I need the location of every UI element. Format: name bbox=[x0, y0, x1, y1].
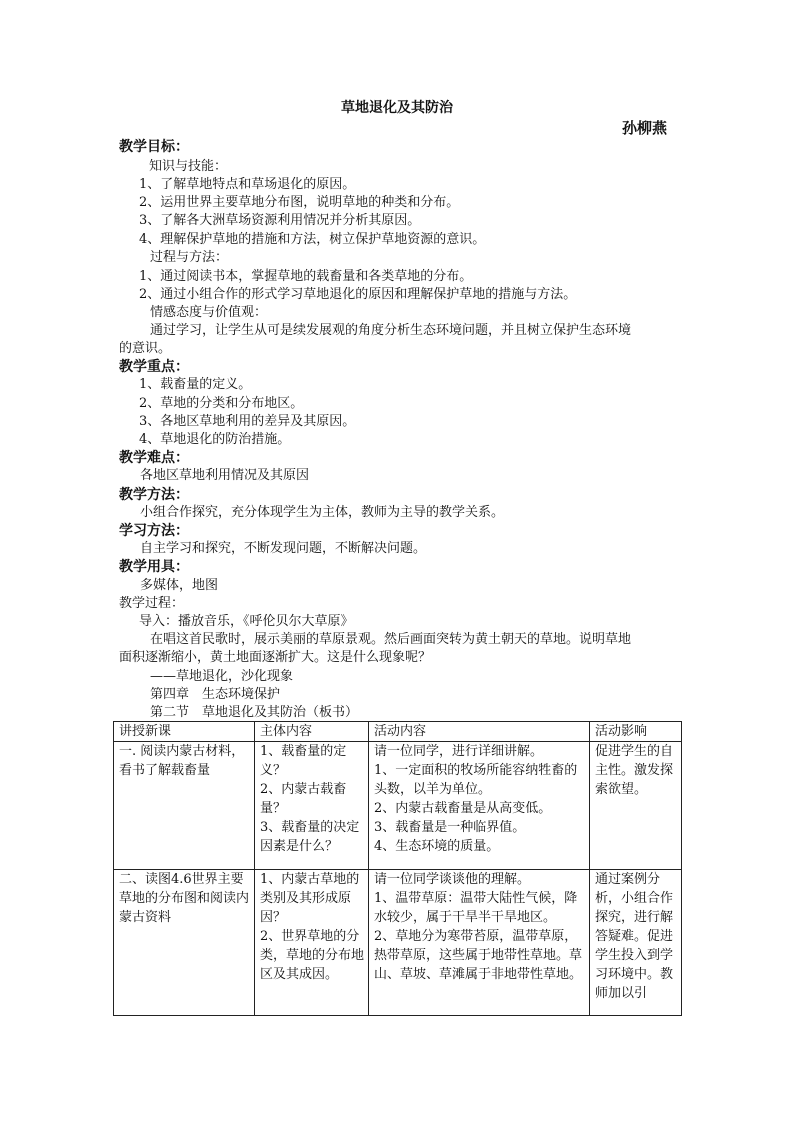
cell-line: 1、一定面积的牧场所能容纳牲畜的头数，以羊为单位。 bbox=[374, 763, 578, 797]
table-cell bbox=[369, 742, 590, 870]
table-header-row bbox=[114, 722, 682, 742]
process-method-heading: 过程与方法： bbox=[150, 250, 229, 265]
difficulty-heading: 教学难点： bbox=[119, 450, 189, 466]
key-points-heading: 教学重点： bbox=[119, 359, 189, 375]
table-row bbox=[114, 870, 682, 1016]
goals-heading: 教学目标： bbox=[119, 139, 189, 155]
section-title: 第二节 草地退化及其防治（板书） bbox=[150, 705, 359, 720]
knowledge-heading: 知识与技能： bbox=[149, 159, 228, 174]
table-cell bbox=[255, 870, 369, 1016]
document-title: 草地退化及其防治 bbox=[341, 100, 453, 116]
emotion-text: 的意识。 bbox=[119, 341, 172, 356]
chapter-title: 第四章 生态环境保护 bbox=[150, 687, 281, 702]
lesson-table bbox=[113, 721, 682, 1016]
table-header-cell: 讲授新课 bbox=[114, 722, 255, 742]
cell-line: 2、内蒙古载畜量是从高变低。 bbox=[374, 801, 552, 816]
table-cell: 二、读图4.6世界主要草地的分布图和阅读内蒙古资料 bbox=[114, 870, 255, 1016]
study-text: 自主学习和探究，不断发现问题，不断解决问题。 bbox=[140, 541, 427, 556]
author-name: 孙柳燕 bbox=[622, 119, 668, 137]
method-text: 小组合作探究，充分体现学生为主体，教师为主导的教学关系。 bbox=[140, 505, 505, 520]
intro-paragraph: 面积逐渐缩小，黄土地面逐渐扩大。这是什么现象呢？ bbox=[119, 650, 432, 665]
cell-line: 请一位同学，进行详细讲解。 bbox=[374, 744, 544, 759]
method-heading: 教学方法： bbox=[119, 487, 189, 503]
cell-line: 3、载畜量的决定因素是什么？ bbox=[260, 820, 360, 854]
table-cell bbox=[255, 742, 369, 870]
key-point-item: 3、各地区草地利用的差异及其原因。 bbox=[139, 414, 356, 429]
key-point-item: 1、载畜量的定义。 bbox=[139, 377, 252, 392]
cell-line: 1、内蒙古草地的类别及其形成原因？ bbox=[260, 872, 360, 925]
knowledge-item: 4、理解保护草地的措施和方法，树立保护草地资源的意识。 bbox=[139, 232, 486, 247]
intro-text: 导入：播放音乐，《呼伦贝尔大草原》 bbox=[139, 614, 354, 629]
cell-line: 2、世界草地的分类，草地的分布地区及其成因。 bbox=[260, 929, 365, 982]
tools-heading: 教学用具： bbox=[119, 559, 189, 575]
tools-text: 多媒体，地图 bbox=[140, 578, 219, 593]
table-cell bbox=[369, 870, 590, 1016]
key-point-item: 4、草地退化的防治措施。 bbox=[139, 432, 291, 447]
difficulty-text: 各地区草地利用情况及其原因 bbox=[140, 468, 310, 483]
process-heading: 教学过程： bbox=[119, 596, 185, 611]
cell-line: 1、载畜量的定义？ bbox=[260, 744, 347, 778]
process-item: 1、通过阅读书本，掌握草地的载畜量和各类草地的分布。 bbox=[139, 269, 473, 284]
answer-text: ——草地退化，沙化现象 bbox=[150, 669, 294, 684]
process-item: 2、通过小组合作的形式学习草地退化的原因和理解保护草地的措施与方法。 bbox=[139, 287, 577, 302]
emotion-heading: 情感态度与价值观： bbox=[150, 305, 268, 320]
key-point-item: 2、草地的分类和分布地区。 bbox=[139, 396, 304, 411]
cell-line: 请一位同学谈谈他的理解。 bbox=[374, 872, 531, 887]
cell-line: 1、温带草原：温带大陆性气候，降水较少，属于干旱半干旱地区。 bbox=[374, 891, 578, 925]
knowledge-item: 1、了解草地特点和草场退化的原因。 bbox=[139, 177, 356, 192]
cell-line: 4、生态环境的质量。 bbox=[374, 839, 500, 854]
table-header-cell: 活动内容 bbox=[369, 722, 590, 742]
table-row bbox=[114, 742, 682, 870]
cell-line: 2、内蒙古载畜量？ bbox=[260, 782, 347, 816]
knowledge-item: 2、运用世界主要草地分布图，说明草地的种类和分布。 bbox=[139, 195, 460, 210]
table-header-cell: 主体内容 bbox=[255, 722, 369, 742]
table-header-cell: 活动影响 bbox=[590, 722, 682, 742]
knowledge-item: 3、了解各大洲草场资源利用情况并分析其原因。 bbox=[139, 213, 421, 228]
intro-paragraph: 在唱这首民歌时，展示美丽的草原景观。然后画面突转为黄土朝天的草地。说明草地 bbox=[150, 632, 632, 647]
cell-line: 3、载畜量是一种临界值。 bbox=[374, 820, 526, 835]
study-heading: 学习方法： bbox=[119, 523, 189, 539]
table-cell: 促进学生的自主性。激发探索欲望。 bbox=[590, 742, 682, 870]
cell-line: 2、草地分为寒带苔原，温带草原，热带草原，这些属于地带性草地。草山、草坡、草滩属于非地带性草地。 bbox=[374, 929, 583, 982]
table-cell: 一. 阅读内蒙古材料，看书了解载畜量 bbox=[114, 742, 255, 870]
table-cell: 通过案例分析，小组合作探究，进行解答疑难。促进学生投入到学习环境中。教师加以引 bbox=[590, 870, 682, 1016]
emotion-text: 通过学习，让学生从可是续发展观的角度分析生态环境问题，并且树立保护生态环境 bbox=[150, 323, 632, 338]
